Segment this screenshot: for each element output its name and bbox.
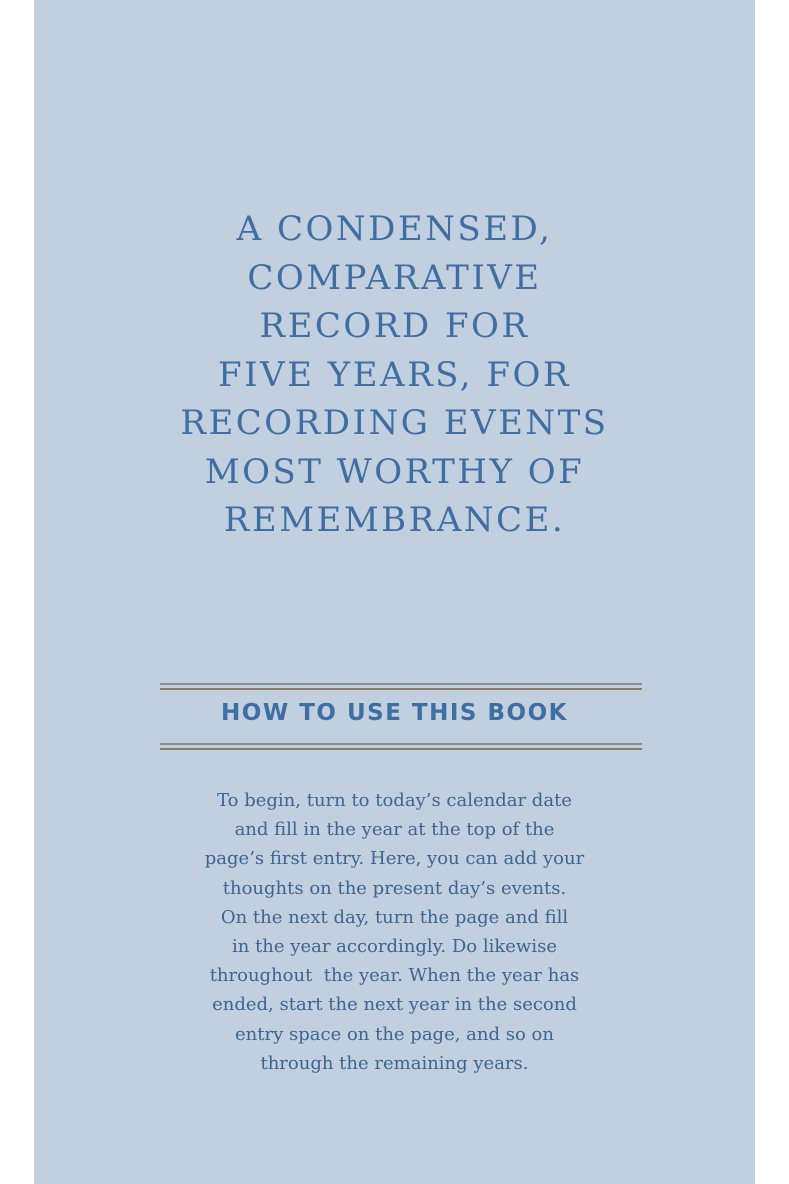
instructions-paragraph <box>34 786 755 1078</box>
bottom-double-rule <box>160 743 642 753</box>
paragraph-line: To begin, turn to today’s calendar date <box>217 790 572 811</box>
title-line: RECORD FOR <box>259 306 530 346</box>
title-line: A CONDENSED, <box>236 209 553 249</box>
title-line: RECORDING EVENTS <box>180 403 609 443</box>
title-line: REMEMBRANCE. <box>223 500 566 540</box>
paragraph-line: in the year accordingly. Do likewise <box>232 936 557 958</box>
book-page <box>34 0 755 1184</box>
section-heading: HOW TO USE THIS BOOK <box>221 700 568 726</box>
paragraph-line: page’s first entry. Here, you can add your <box>204 848 585 870</box>
divider <box>160 743 642 745</box>
divider <box>160 688 642 690</box>
title-line: COMPARATIVE <box>247 257 542 298</box>
paragraph-line: entry space on the page, and so on <box>235 1023 554 1045</box>
paragraph-line: On the next day, turn the page and fill <box>220 906 569 928</box>
paragraph-line: and fill in the year at the top of the <box>234 819 555 841</box>
paragraph-line: through the remaining years. <box>260 1052 529 1074</box>
paragraph-line: thoughts on the present day’s events. <box>222 877 567 899</box>
divider <box>160 748 642 750</box>
top-double-rule <box>160 683 642 693</box>
paragraph-line: throughout the year. When the year has <box>209 965 580 987</box>
page-title <box>34 205 755 545</box>
title-line: MOST WORTHY OF <box>204 451 585 492</box>
paragraph-line: ended, start the next year in the second <box>212 994 577 1016</box>
divider <box>160 683 642 685</box>
title-line: FIVE YEARS, FOR <box>218 354 571 395</box>
